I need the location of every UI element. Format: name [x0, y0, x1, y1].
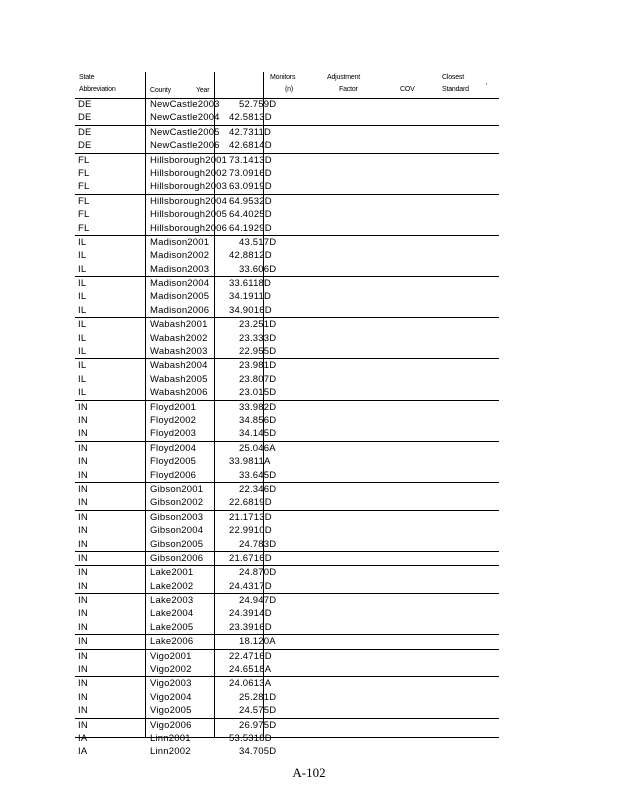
- header-tick-mark: ': [486, 83, 488, 90]
- state-cell: IL: [78, 332, 87, 344]
- state-cell: IN: [78, 580, 88, 592]
- county-year-cell: Hillsborough2004: [150, 195, 228, 207]
- table-row: [75, 510, 499, 524]
- table-row: [75, 125, 499, 139]
- value-cell: 53.5318D: [229, 732, 272, 744]
- county-year-cell: Hillsborough2006: [150, 222, 228, 234]
- state-cell: IN: [78, 621, 88, 633]
- table-row: [75, 249, 499, 262]
- state-cell: DE: [78, 126, 92, 138]
- value-cell: 34.9016D: [229, 304, 272, 316]
- state-cell: IN: [78, 608, 88, 620]
- county-year-cell: Lake2005: [150, 621, 194, 633]
- header-state-line1: State: [79, 74, 95, 81]
- table-row: [75, 482, 499, 496]
- value-cell: 23.807D: [239, 373, 277, 385]
- table-row: [75, 208, 499, 221]
- county-year-cell: Vigo2004: [150, 691, 192, 703]
- county-year-cell: Linn2001: [150, 732, 191, 744]
- value-cell: 23.251D: [239, 319, 277, 331]
- table-row: [75, 263, 499, 276]
- page-number: A-102: [292, 765, 326, 780]
- value-cell: 23.3916D: [229, 621, 272, 633]
- state-cell: IL: [78, 291, 87, 303]
- value-cell: 34.1911D: [229, 291, 272, 303]
- table-row: [75, 455, 499, 468]
- table-row: [75, 400, 499, 414]
- table-row: [75, 414, 499, 427]
- table-row: [75, 676, 499, 690]
- county-year-cell: Floyd2006: [150, 469, 197, 481]
- header-closest-line1: Closest: [442, 74, 464, 81]
- state-cell: IL: [78, 250, 87, 262]
- value-cell: 24.3914D: [229, 608, 272, 620]
- county-year-cell: Gibson2006: [150, 552, 204, 564]
- state-cell: IN: [78, 511, 88, 523]
- county-year-cell: Lake2004: [150, 608, 194, 620]
- county-year-cell: Floyd2004: [150, 442, 197, 454]
- state-cell: IN: [78, 525, 88, 537]
- value-cell: 34.705D: [239, 746, 277, 758]
- county-year-cell: Lake2003: [150, 595, 194, 607]
- value-cell: 33.6118D: [229, 278, 272, 290]
- state-cell: IN: [78, 483, 88, 495]
- table-row: [75, 358, 499, 372]
- state-cell: IL: [78, 373, 87, 385]
- value-cell: 33.9811A: [229, 456, 271, 468]
- data-table: [75, 98, 499, 759]
- table-row: [75, 538, 499, 551]
- table-row: [75, 386, 499, 399]
- table-row: [75, 663, 499, 676]
- value-cell: 73.1413D: [229, 154, 272, 166]
- state-cell: FL: [78, 181, 90, 193]
- value-cell: 42.8812D: [229, 250, 272, 262]
- table-row: [75, 469, 499, 482]
- county-year-cell: Floyd2003: [150, 428, 197, 440]
- county-year-cell: Lake2001: [150, 567, 194, 579]
- state-cell: IN: [78, 552, 88, 564]
- header-adjustment-line1: Adjustment: [327, 74, 361, 81]
- table-row: [75, 373, 499, 386]
- state-cell: IN: [78, 456, 88, 468]
- county-year-cell: Hillsborough2001: [150, 154, 228, 166]
- table-row: [75, 634, 499, 648]
- value-cell: 64.1929D: [229, 222, 272, 234]
- state-cell: FL: [78, 209, 90, 221]
- table-row: [75, 222, 499, 235]
- header-cov: COV: [400, 86, 415, 93]
- value-cell: 63.0919D: [229, 181, 272, 193]
- header-state-line2: Abbreviation: [79, 86, 116, 93]
- county-year-cell: Madison2001: [150, 236, 210, 248]
- header-closest-line2: Standard: [442, 86, 469, 93]
- county-year-cell: Hillsborough2002: [150, 167, 228, 179]
- value-cell: 22.6819D: [229, 497, 272, 509]
- county-year-cell: Wabash2006: [150, 387, 208, 399]
- value-cell: 24.783D: [239, 538, 277, 550]
- state-cell: DE: [78, 99, 92, 110]
- county-year-cell: Wabash2004: [150, 360, 208, 372]
- state-cell: IL: [78, 319, 87, 331]
- value-cell: 25.281D: [239, 691, 277, 703]
- county-year-cell: Floyd2001: [150, 401, 197, 413]
- state-cell: FL: [78, 222, 90, 234]
- county-year-cell: Vigo2002: [150, 664, 192, 676]
- table-row: [75, 621, 499, 634]
- value-cell: 42.7311D: [229, 126, 272, 138]
- county-year-cell: NewCastle2005: [150, 126, 220, 138]
- county-year-cell: Madison2004: [150, 278, 210, 290]
- state-cell: IN: [78, 719, 88, 731]
- state-cell: IN: [78, 691, 88, 703]
- county-year-cell: Floyd2002: [150, 414, 197, 426]
- header-adjustment-line2: Factor: [339, 86, 358, 93]
- value-cell: 23.981D: [239, 360, 277, 372]
- county-year-cell: Madison2002: [150, 250, 210, 262]
- county-year-cell: Wabash2001: [150, 319, 208, 331]
- table-row: [75, 565, 499, 579]
- state-cell: IN: [78, 567, 88, 579]
- county-year-cell: NewCastle2006: [150, 140, 220, 152]
- table-row: [75, 180, 499, 193]
- table-bottom-rule: [75, 737, 499, 738]
- county-year-cell: Madison2006: [150, 304, 210, 316]
- table-row: [75, 427, 499, 440]
- table-row: [75, 276, 499, 290]
- table-row: [75, 304, 499, 317]
- value-cell: 64.4025D: [229, 209, 272, 221]
- county-year-cell: Lake2002: [150, 580, 194, 592]
- county-year-cell: Lake2006: [150, 636, 194, 648]
- table-row: [75, 551, 499, 565]
- state-cell: DE: [78, 140, 92, 152]
- state-cell: IN: [78, 401, 88, 413]
- state-cell: DE: [78, 112, 92, 124]
- state-cell: IN: [78, 705, 88, 717]
- value-cell: 33.606D: [239, 263, 277, 275]
- state-cell: IA: [78, 732, 88, 744]
- table-row: [75, 290, 499, 303]
- value-cell: 26.975D: [239, 719, 277, 731]
- table-row: [75, 580, 499, 593]
- value-cell: 22.4716D: [229, 650, 272, 662]
- value-cell: 42.5813D: [229, 112, 272, 124]
- value-cell: 24.0613A: [229, 678, 272, 690]
- state-cell: FL: [78, 167, 90, 179]
- county-year-cell: Madison2003: [150, 263, 210, 275]
- table-row: [75, 732, 499, 745]
- county-year-cell: Gibson2004: [150, 525, 204, 537]
- table-row: [75, 153, 499, 167]
- county-year-cell: Gibson2003: [150, 511, 204, 523]
- value-cell: 23.015D: [239, 387, 277, 399]
- state-cell: IN: [78, 414, 88, 426]
- table-row: [75, 111, 499, 124]
- header-monitors-line1: Monitors: [270, 74, 296, 81]
- table-row: [75, 332, 499, 345]
- table-row: [75, 441, 499, 455]
- state-cell: IL: [78, 387, 87, 399]
- state-cell: IL: [78, 236, 87, 248]
- table-row: [75, 593, 499, 607]
- value-cell: 18.120A: [239, 636, 276, 648]
- table-row: [75, 317, 499, 331]
- value-cell: 24.4317D: [229, 580, 272, 592]
- value-cell: 33.982D: [239, 401, 277, 413]
- table-row: [75, 745, 499, 758]
- table-row: [75, 345, 499, 358]
- header-county: County: [150, 87, 171, 94]
- county-year-cell: Vigo2006: [150, 719, 192, 731]
- value-cell: 25.046A: [239, 442, 276, 454]
- state-cell: IN: [78, 650, 88, 662]
- state-cell: IA: [78, 746, 88, 758]
- state-cell: FL: [78, 154, 90, 166]
- table-row: [75, 98, 499, 111]
- state-cell: IL: [78, 360, 87, 372]
- county-year-cell: Floyd2005: [150, 456, 197, 468]
- state-cell: IN: [78, 636, 88, 648]
- county-year-cell: Linn2002: [150, 746, 191, 758]
- state-cell: IN: [78, 497, 88, 509]
- county-year-cell: NewCastle2004: [150, 112, 220, 124]
- state-cell: FL: [78, 195, 90, 207]
- county-year-cell: Vigo2003: [150, 678, 192, 690]
- state-cell: IN: [78, 678, 88, 690]
- state-cell: IN: [78, 428, 88, 440]
- value-cell: 73.0916D: [229, 167, 272, 179]
- table-row: [75, 607, 499, 620]
- state-cell: IL: [78, 304, 87, 316]
- value-cell: 64.9532D: [229, 195, 272, 207]
- state-cell: IN: [78, 595, 88, 607]
- state-cell: IN: [78, 469, 88, 481]
- county-year-cell: Hillsborough2003: [150, 181, 228, 193]
- value-cell: 21.6716D: [229, 552, 272, 564]
- county-year-cell: Gibson2002: [150, 497, 204, 509]
- county-year-cell: Vigo2001: [150, 650, 192, 662]
- value-cell: 42.6814D: [229, 140, 272, 152]
- value-cell: 24.870D: [239, 567, 277, 579]
- table-row: [75, 718, 499, 732]
- value-cell: 22.346D: [239, 483, 277, 495]
- table-row: [75, 167, 499, 180]
- value-cell: 24.6518A: [229, 664, 272, 676]
- value-cell: 21.1713D: [229, 511, 272, 523]
- county-year-cell: Wabash2005: [150, 373, 208, 385]
- value-cell: 52.759D: [239, 99, 277, 110]
- county-year-cell: Wabash2003: [150, 346, 208, 358]
- county-year-cell: Gibson2001: [150, 483, 204, 495]
- state-cell: IL: [78, 263, 87, 275]
- value-cell: 23.333D: [239, 332, 277, 344]
- county-year-cell: Vigo2005: [150, 705, 192, 717]
- state-cell: IL: [78, 346, 87, 358]
- state-cell: IN: [78, 442, 88, 454]
- county-year-cell: Madison2005: [150, 291, 210, 303]
- value-cell: 34.856D: [239, 414, 277, 426]
- value-cell: 34.145D: [239, 428, 277, 440]
- value-cell: 33.645D: [239, 469, 277, 481]
- value-cell: 22.955D: [239, 346, 277, 358]
- header-monitors-line2: (n): [285, 86, 293, 93]
- state-cell: IL: [78, 278, 87, 290]
- state-cell: IN: [78, 538, 88, 550]
- table-row: [75, 139, 499, 152]
- table-row: [75, 194, 499, 208]
- table-row: [75, 691, 499, 704]
- county-year-cell: Wabash2002: [150, 332, 208, 344]
- table-row: [75, 704, 499, 717]
- table-row: [75, 524, 499, 537]
- county-year-cell: Hillsborough2005: [150, 209, 228, 221]
- table-row: [75, 235, 499, 249]
- state-cell: IN: [78, 664, 88, 676]
- table-row: [75, 496, 499, 509]
- value-cell: 43.517D: [239, 236, 277, 248]
- value-cell: 24.947D: [239, 595, 277, 607]
- county-year-cell: NewCastle2003: [150, 99, 220, 110]
- value-cell: 22.9910D: [229, 525, 272, 537]
- county-year-cell: Gibson2005: [150, 538, 204, 550]
- header-year: Year: [196, 87, 210, 94]
- table-row: [75, 649, 499, 663]
- value-cell: 24.575D: [239, 705, 277, 717]
